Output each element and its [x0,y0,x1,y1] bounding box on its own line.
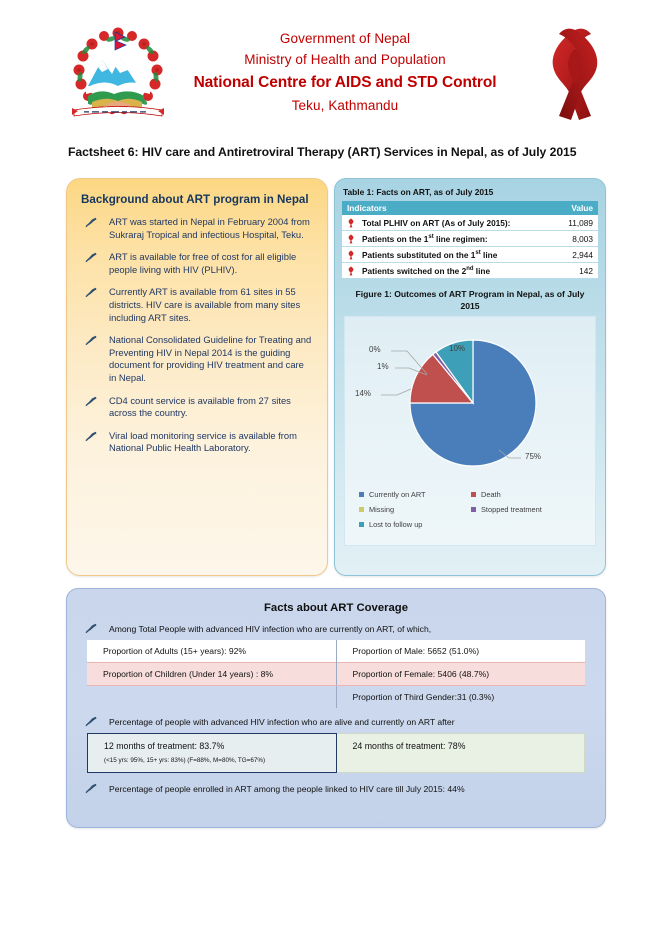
ordinal-sup: nd [466,265,474,272]
ordinal-sup: st [428,233,434,240]
table-cell-left: Proportion of Children (Under 14 years) : 8% [87,663,336,686]
coverage-panel [66,588,606,828]
table-cell-indicator-tail: line [480,249,498,260]
pen-bullet-icon [85,287,98,298]
pen-bullet-icon [85,335,98,346]
legend-label: Stopped treatment [481,505,542,514]
background-bullet-list [67,216,327,455]
coverage-bullet-3-text: Percentage of people enrolled in ART among the people linked to HIV care till July 2015: 44% [109,784,465,794]
red-ribbon-bullet-icon [347,250,355,260]
treatment-table [87,733,585,773]
table-cell-indicator [342,247,555,263]
pen-bullet-icon [85,396,98,407]
table-cell-right: Proportion of Third Gender:31 (0.3%) [336,686,585,709]
coverage-bullet-2 [85,716,605,728]
list-item [81,216,313,241]
list-item [81,286,313,324]
treatment-12-months-breakdown: (<15 yrs: 95%, 15+ yrs: 83%) (F=88%, M=80%, TG=67%) [104,757,266,764]
red-ribbon-bullet-icon [347,234,355,244]
org-line-address: Teku, Kathmandu [291,98,399,113]
table-cell-right: Proportion of Female: 5406 (48.7%) [336,663,585,686]
nepal-emblem-icon [68,24,168,128]
background-panel [66,178,328,576]
table-cell-left: Proportion of Adults (15+ years): 92% [87,640,336,663]
list-item [81,334,313,384]
ordinal-sup: st [475,249,481,256]
table-cell-indicator [342,263,555,279]
coverage-panel-title: Facts about ART Coverage [264,602,408,614]
table-cell-indicator-text: Total PLHIV on ART (As of July 2015): [362,217,511,228]
table-header-value: Value [555,201,598,215]
red-aids-ribbon-icon [535,24,613,124]
pie-label-lost: 10% [449,344,466,353]
table-cell-value: 142 [555,263,598,279]
legend-row [359,505,585,514]
table-cell-value: 2,944 [555,247,598,263]
table-cell-indicator-text: Patients on the 1 [362,233,429,244]
table-row [87,686,585,709]
treatment-24-months-cell [336,734,585,773]
table-row [342,231,598,247]
background-panel-title: Background about ART program in Nepal [81,193,309,206]
legend-item-currently-on-art [359,490,471,499]
table-header-indicators: Indicators [342,201,555,215]
table-row [342,263,598,279]
table-row [342,215,598,231]
coverage-bullet-2-text: Percentage of people with advanced HIV infection who are alive and currently on ART after [109,717,455,727]
legend-label: Lost to follow up [369,520,423,529]
table-cell-value: 8,003 [555,231,598,247]
pen-bullet-icon [85,252,98,263]
factsheet-heading: Factsheet 6: HIV care and Antiretroviral Therapy (ART) Services in Nepal, as of July 2015 [68,145,577,159]
coverage-table [87,640,585,708]
pen-bullet-icon [85,623,98,634]
table-cell-indicator [342,231,555,247]
legend-label: Missing [369,505,395,514]
legend-swatch-icon [359,492,364,497]
org-line-centre: National Centre for AIDS and STD Control [193,74,497,91]
table-row [88,734,585,773]
list-item [81,395,313,420]
legend-item-missing [359,505,471,514]
legend-row [359,520,585,529]
pen-bullet-icon [85,716,98,727]
table-header-row [342,201,598,215]
table-row [87,663,585,686]
list-item [81,430,313,455]
list-item-text: CD4 count service is available from 27 sites across the country. [109,394,291,419]
pen-bullet-icon [85,783,98,794]
legend-row [359,490,585,499]
table-cell-indicator-text: Patients switched on the 2 [362,265,467,276]
table-row [342,247,598,263]
legend-swatch-icon [359,507,364,512]
legend-label: Currently on ART [369,490,426,499]
pen-bullet-icon [85,217,98,228]
pie-label-currently-on-art: 75% [525,452,542,461]
table-cell-indicator [342,215,555,231]
pie-label-stopped: 1% [377,362,389,371]
table-cell-indicator-tail: line regimen: [433,233,488,244]
organization-titles [180,28,510,116]
table-cell-indicator-text: Patients substituted on the 1 [362,249,476,260]
facts-panel [334,178,606,576]
legend-swatch-icon [471,492,476,497]
red-ribbon-bullet-icon [347,218,355,228]
list-item-text: National Consolidated Guideline for Treating and Preventing HIV in Nepal 2014 is the guiding document for providing HIV treatment and care in Nepal. [109,334,312,383]
chart-legend [359,490,585,535]
pen-bullet-icon [85,431,98,442]
list-item [81,251,313,276]
legend-swatch-icon [471,507,476,512]
table-cell-indicator-tail: line [473,265,491,276]
list-item-text: Currently ART is available from 61 sites in 55 districts. HIV care is available from many sites including ART sites. [109,286,301,323]
coverage-bullet-3 [85,783,605,795]
table-cell-left [87,686,336,709]
org-line-government: Government of Nepal [279,31,411,46]
pie-label-death: 14% [355,389,372,398]
legend-item-lost-to-follow-up [359,520,471,529]
coverage-bullet-1 [85,623,605,635]
list-item-text: Viral load monitoring service is available from National Public Health Laboratory. [109,429,297,454]
legend-label: Death [481,490,501,499]
table-row [87,640,585,663]
list-item-text: ART is available for free of cost for all eligible people living with HIV (PLHIV). [109,251,297,275]
pie-chart [344,316,596,546]
red-ribbon-bullet-icon [347,266,355,276]
figure-title: Figure 1: Outcomes of ART Program in Nepal, as of July 2015 [355,289,585,311]
legend-swatch-icon [359,522,364,527]
org-line-ministry: Ministry of Health and Population [244,52,446,67]
table-cell-value: 11,089 [555,215,598,231]
table-caption: Table 1: Facts on ART, as of July 2015 [343,187,494,197]
treatment-12-months-cell [88,734,337,773]
page-header [0,18,665,130]
facts-table [342,201,598,279]
table-cell-right: Proportion of Male: 5652 (51.0%) [336,640,585,663]
list-item-text: ART was started in Nepal in February 2004 from Sukraraj Tropical and infectious Hospital, Teku. [109,216,310,240]
treatment-12-months-value: 12 months of treatment: 83.7% [104,741,225,751]
treatment-24-months-value: 24 months of treatment: 78% [352,741,466,751]
pie-label-missing: 0% [369,345,381,354]
coverage-bullet-1-text: Among Total People with advanced HIV infection who are currently on ART, of which, [109,624,432,634]
legend-item-stopped-treatment [471,505,583,514]
pie-chart-graphic [407,337,542,469]
legend-item-death [471,490,583,499]
